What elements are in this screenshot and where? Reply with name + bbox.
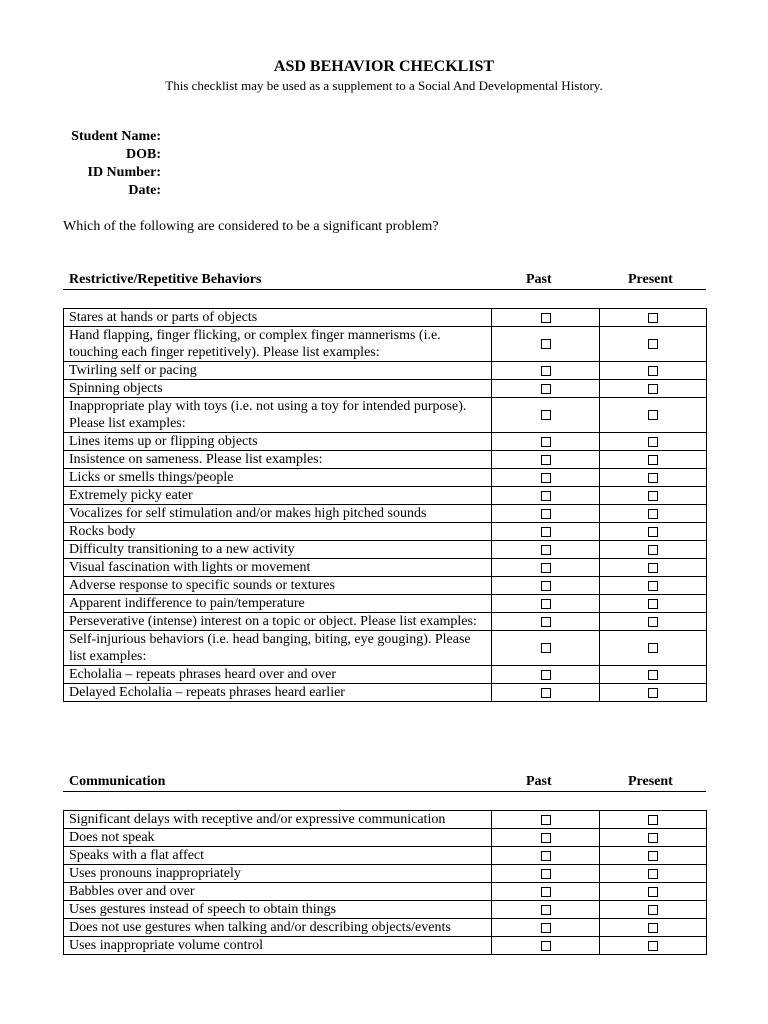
past-checkbox[interactable] bbox=[541, 670, 551, 680]
present-checkbox[interactable] bbox=[648, 869, 658, 879]
section-title: Communication bbox=[69, 774, 166, 789]
past-cell bbox=[492, 595, 600, 613]
table-row bbox=[64, 901, 707, 919]
present-cell bbox=[600, 595, 707, 613]
present-cell bbox=[600, 523, 707, 541]
behavior-label: Twirling self or pacing bbox=[64, 362, 492, 380]
column-header-present: Present bbox=[628, 272, 673, 287]
present-cell bbox=[600, 937, 707, 955]
past-cell bbox=[492, 937, 600, 955]
present-checkbox[interactable] bbox=[648, 581, 658, 591]
present-checkbox[interactable] bbox=[648, 545, 658, 555]
past-checkbox[interactable] bbox=[541, 509, 551, 519]
present-checkbox[interactable] bbox=[648, 563, 658, 573]
behavior-label: Insistence on sameness. Please list examples: bbox=[64, 451, 492, 469]
present-checkbox[interactable] bbox=[648, 410, 658, 420]
present-cell bbox=[600, 613, 707, 631]
past-checkbox[interactable] bbox=[541, 366, 551, 376]
behavior-label: Rocks body bbox=[64, 523, 492, 541]
present-cell bbox=[600, 559, 707, 577]
present-cell bbox=[600, 666, 707, 684]
student-name-label: Student Name: bbox=[71, 129, 161, 144]
present-cell bbox=[600, 829, 707, 847]
table-row bbox=[64, 380, 707, 398]
present-checkbox[interactable] bbox=[648, 833, 658, 843]
present-cell bbox=[600, 433, 707, 451]
behavior-label: Spinning objects bbox=[64, 380, 492, 398]
table-row bbox=[64, 595, 707, 613]
past-checkbox[interactable] bbox=[541, 815, 551, 825]
past-checkbox[interactable] bbox=[541, 437, 551, 447]
section-title: Restrictive/Repetitive Behaviors bbox=[69, 272, 262, 287]
table-row bbox=[64, 451, 707, 469]
past-cell bbox=[492, 684, 600, 702]
past-checkbox[interactable] bbox=[541, 491, 551, 501]
past-cell bbox=[492, 865, 600, 883]
present-checkbox[interactable] bbox=[648, 491, 658, 501]
past-checkbox[interactable] bbox=[541, 599, 551, 609]
behavior-label: Visual fascination with lights or movement bbox=[64, 559, 492, 577]
table-row bbox=[64, 811, 707, 829]
column-header-past: Past bbox=[526, 272, 552, 287]
table-row bbox=[64, 559, 707, 577]
past-cell bbox=[492, 829, 600, 847]
behavior-label: Uses gestures instead of speech to obtain things bbox=[64, 901, 492, 919]
present-cell bbox=[600, 811, 707, 829]
table-row bbox=[64, 398, 707, 433]
table-row bbox=[64, 666, 707, 684]
present-cell bbox=[600, 505, 707, 523]
past-checkbox[interactable] bbox=[541, 339, 551, 349]
table-row bbox=[64, 541, 707, 559]
past-cell bbox=[492, 309, 600, 327]
past-cell bbox=[492, 505, 600, 523]
present-checkbox[interactable] bbox=[648, 599, 658, 609]
table-row bbox=[64, 362, 707, 380]
past-checkbox[interactable] bbox=[541, 527, 551, 537]
present-cell bbox=[600, 451, 707, 469]
past-checkbox[interactable] bbox=[541, 563, 551, 573]
past-cell bbox=[492, 469, 600, 487]
behavior-label: Stares at hands or parts of objects bbox=[64, 309, 492, 327]
past-checkbox[interactable] bbox=[541, 941, 551, 951]
past-checkbox[interactable] bbox=[541, 887, 551, 897]
behavior-label: Difficulty transitioning to a new activity bbox=[64, 541, 492, 559]
past-checkbox[interactable] bbox=[541, 923, 551, 933]
present-checkbox[interactable] bbox=[648, 941, 658, 951]
past-cell bbox=[492, 901, 600, 919]
present-checkbox[interactable] bbox=[648, 366, 658, 376]
past-checkbox[interactable] bbox=[541, 410, 551, 420]
present-cell bbox=[600, 487, 707, 505]
dob-label: DOB: bbox=[126, 147, 161, 162]
past-checkbox[interactable] bbox=[541, 545, 551, 555]
id-number-label: ID Number: bbox=[87, 165, 161, 180]
table-row bbox=[64, 613, 707, 631]
present-cell bbox=[600, 327, 707, 362]
past-cell bbox=[492, 487, 600, 505]
behavior-label: Speaks with a flat affect bbox=[64, 847, 492, 865]
present-checkbox[interactable] bbox=[648, 455, 658, 465]
past-checkbox[interactable] bbox=[541, 455, 551, 465]
present-cell bbox=[600, 865, 707, 883]
behavior-label: Lines items up or flipping objects bbox=[64, 433, 492, 451]
past-cell bbox=[492, 847, 600, 865]
present-checkbox[interactable] bbox=[648, 905, 658, 915]
past-checkbox[interactable] bbox=[541, 581, 551, 591]
past-cell bbox=[492, 362, 600, 380]
present-cell bbox=[600, 684, 707, 702]
behavior-label: Apparent indifference to pain/temperature bbox=[64, 595, 492, 613]
present-checkbox[interactable] bbox=[648, 688, 658, 698]
present-checkbox[interactable] bbox=[648, 643, 658, 653]
present-cell bbox=[600, 380, 707, 398]
past-cell bbox=[492, 398, 600, 433]
behavior-label: Delayed Echolalia – repeats phrases heard earlier bbox=[64, 684, 492, 702]
present-checkbox[interactable] bbox=[648, 670, 658, 680]
table-row bbox=[64, 937, 707, 955]
present-cell bbox=[600, 901, 707, 919]
past-cell bbox=[492, 577, 600, 595]
past-cell bbox=[492, 541, 600, 559]
behavior-label: Does not use gestures when talking and/or describing objects/events bbox=[64, 919, 492, 937]
past-checkbox[interactable] bbox=[541, 688, 551, 698]
section-header-restrictive bbox=[63, 273, 706, 290]
past-cell bbox=[492, 919, 600, 937]
past-checkbox[interactable] bbox=[541, 617, 551, 627]
past-checkbox[interactable] bbox=[541, 384, 551, 394]
section-header-communication bbox=[63, 775, 706, 792]
past-checkbox[interactable] bbox=[541, 905, 551, 915]
table-row bbox=[64, 327, 707, 362]
present-cell bbox=[600, 469, 707, 487]
table-row bbox=[64, 309, 707, 327]
present-checkbox[interactable] bbox=[648, 384, 658, 394]
present-cell bbox=[600, 577, 707, 595]
past-cell bbox=[492, 811, 600, 829]
present-checkbox[interactable] bbox=[648, 313, 658, 323]
present-cell bbox=[600, 631, 707, 666]
table-row bbox=[64, 684, 707, 702]
behavior-label: Uses inappropriate volume control bbox=[64, 937, 492, 955]
checklist-table-restrictive bbox=[63, 308, 707, 702]
past-cell bbox=[492, 327, 600, 362]
past-cell bbox=[492, 433, 600, 451]
past-cell bbox=[492, 559, 600, 577]
behavior-label: Inappropriate play with toys (i.e. not using a toy for intended purpose). Please list examples: bbox=[64, 398, 492, 433]
behavior-label: Babbles over and over bbox=[64, 883, 492, 901]
behavior-label: Self-injurious behaviors (i.e. head banging, biting, eye gouging). Please list examples: bbox=[64, 631, 492, 666]
present-cell bbox=[600, 541, 707, 559]
table-row bbox=[64, 847, 707, 865]
past-checkbox[interactable] bbox=[541, 851, 551, 861]
present-checkbox[interactable] bbox=[648, 851, 658, 861]
table-row bbox=[64, 523, 707, 541]
past-cell bbox=[492, 451, 600, 469]
present-checkbox[interactable] bbox=[648, 887, 658, 897]
page-subtitle: This checklist may be used as a supplement to a Social And Developmental History. bbox=[165, 78, 603, 93]
column-header-past: Past bbox=[526, 774, 552, 789]
table-row bbox=[64, 883, 707, 901]
date-label: Date: bbox=[128, 183, 161, 198]
past-cell bbox=[492, 666, 600, 684]
present-checkbox[interactable] bbox=[648, 527, 658, 537]
behavior-label: Significant delays with receptive and/or expressive communication bbox=[64, 811, 492, 829]
present-checkbox[interactable] bbox=[648, 617, 658, 627]
behavior-label: Uses pronouns inappropriately bbox=[64, 865, 492, 883]
past-cell bbox=[492, 883, 600, 901]
behavior-label: Does not speak bbox=[64, 829, 492, 847]
behavior-label: Licks or smells things/people bbox=[64, 469, 492, 487]
column-header-present: Present bbox=[628, 774, 673, 789]
past-checkbox[interactable] bbox=[541, 833, 551, 843]
present-checkbox[interactable] bbox=[648, 509, 658, 519]
table-row bbox=[64, 505, 707, 523]
behavior-label: Vocalizes for self stimulation and/or makes high pitched sounds bbox=[64, 505, 492, 523]
checklist-table-communication bbox=[63, 810, 707, 955]
present-cell bbox=[600, 398, 707, 433]
behavior-label: Echolalia – repeats phrases heard over and over bbox=[64, 666, 492, 684]
past-cell bbox=[492, 613, 600, 631]
present-checkbox[interactable] bbox=[648, 339, 658, 349]
page-title: ASD BEHAVIOR CHECKLIST bbox=[273, 58, 495, 75]
present-checkbox[interactable] bbox=[648, 815, 658, 825]
table-row bbox=[64, 469, 707, 487]
table-row bbox=[64, 631, 707, 666]
question-prompt: Which of the following are considered to be a significant problem? bbox=[63, 219, 439, 234]
present-checkbox[interactable] bbox=[648, 473, 658, 483]
past-checkbox[interactable] bbox=[541, 869, 551, 879]
past-checkbox[interactable] bbox=[541, 643, 551, 653]
table-row bbox=[64, 577, 707, 595]
present-checkbox[interactable] bbox=[648, 923, 658, 933]
behavior-label: Extremely picky eater bbox=[64, 487, 492, 505]
present-cell bbox=[600, 847, 707, 865]
table-row bbox=[64, 433, 707, 451]
past-checkbox[interactable] bbox=[541, 473, 551, 483]
behavior-label: Hand flapping, finger flicking, or complex finger mannerisms (i.e. touching each finger repetitively). Please list examples: bbox=[64, 327, 492, 362]
past-cell bbox=[492, 631, 600, 666]
present-checkbox[interactable] bbox=[648, 437, 658, 447]
present-cell bbox=[600, 309, 707, 327]
table-row bbox=[64, 829, 707, 847]
past-checkbox[interactable] bbox=[541, 313, 551, 323]
table-row bbox=[64, 919, 707, 937]
table-row bbox=[64, 865, 707, 883]
behavior-label: Adverse response to specific sounds or textures bbox=[64, 577, 492, 595]
present-cell bbox=[600, 883, 707, 901]
past-cell bbox=[492, 523, 600, 541]
past-cell bbox=[492, 380, 600, 398]
present-cell bbox=[600, 919, 707, 937]
behavior-label: Perseverative (intense) interest on a topic or object. Please list examples: bbox=[64, 613, 492, 631]
table-row bbox=[64, 487, 707, 505]
present-cell bbox=[600, 362, 707, 380]
